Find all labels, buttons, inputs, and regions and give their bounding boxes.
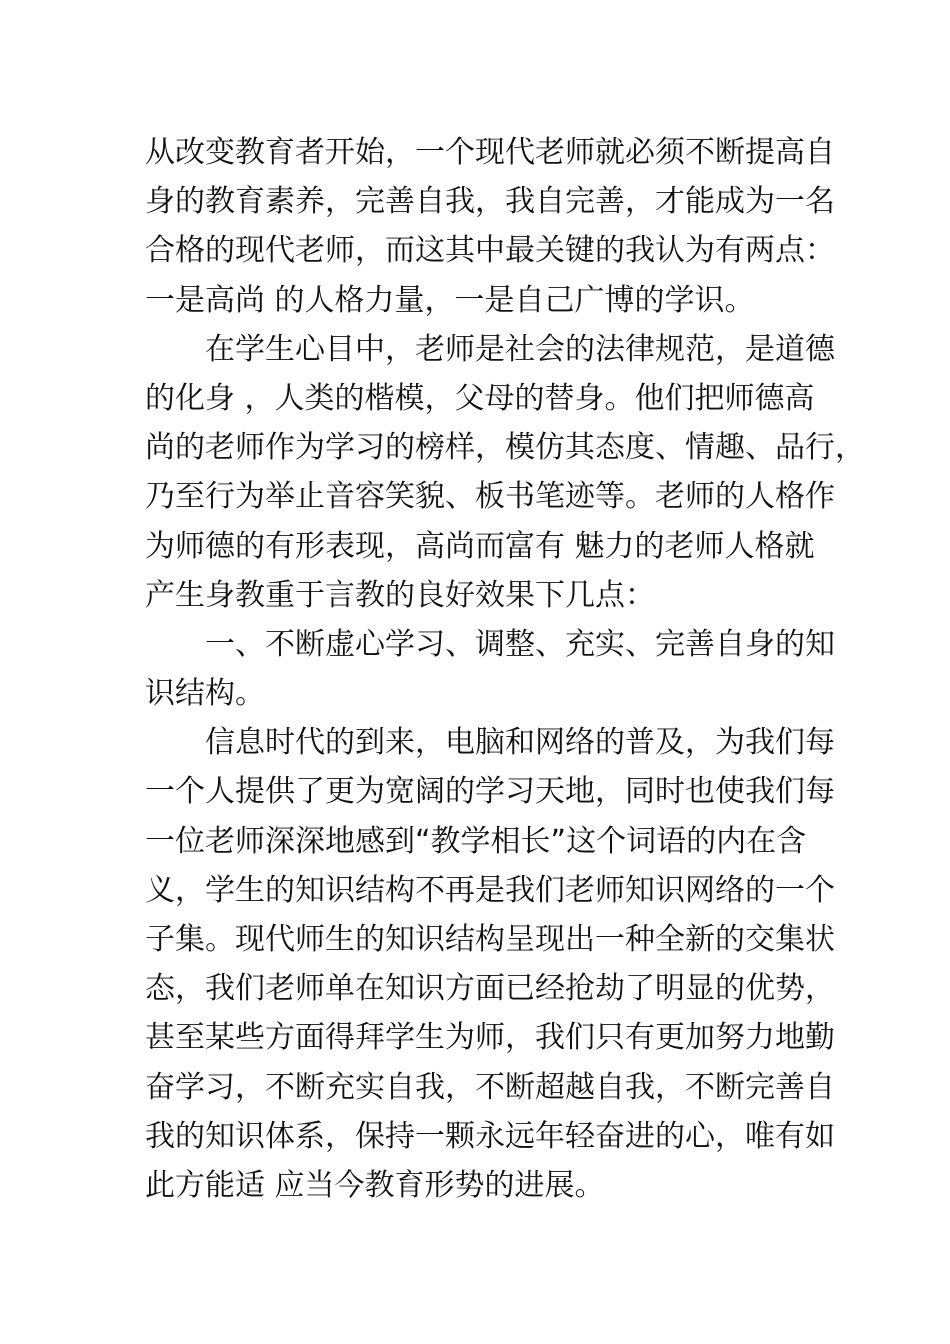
text-line: 我的知识体系，保持一颗永远年轻奋进的心，唯有如	[145, 1118, 835, 1154]
text-line: 奋学习，不断充实自我，不断超越自我，不断完善自	[145, 1069, 835, 1105]
text-line: 身的教育素养，完善自我，我自完善，才能成为一名	[145, 184, 835, 220]
text-line: 甚至某些方面得拜学生为师，我们只有更加努力地勤	[145, 1020, 835, 1056]
text-line: 产生身教重于言教的良好效果下几点：	[145, 577, 655, 613]
text-line: 一个人提供了更为宽阔的学习天地，同时也使我们每	[145, 774, 835, 810]
body-text	[145, 128, 865, 1210]
text-line: 在学生心目中，老师是社会的法律规范，是道德	[145, 331, 835, 367]
text-line: 乃至行为举止音容笑貌、板书笔迹等。老师的人格作	[145, 479, 835, 515]
text-line: 为师德的有形表现，高尚而富有 魅力的老师人格就	[145, 528, 815, 564]
text-line: 从改变教育者开始，一个现代老师就必须不断提高自	[145, 135, 835, 170]
text-line: 一位老师深深地感到“教学相长”这个词语的内在含	[145, 823, 807, 859]
text-line: 一、不断虚心学习、调整、充实、完善自身的知	[145, 626, 835, 662]
text-line: 信息时代的到来，电脑和网络的普及，为我们每	[145, 725, 835, 761]
text-line: 识结构。	[145, 676, 265, 712]
text-line: 子集。现代师生的知识结构呈现出一种全新的交集状	[145, 922, 835, 957]
text-line: 一是高尚 的人格力量，一是自己广博的学识。	[145, 282, 755, 318]
text-line: 此方能适 应当今教育形势的进展。	[145, 1167, 605, 1203]
text-line: 态，我们老师单在知识方面已经抢劫了明显的优势，	[145, 971, 835, 1007]
text-line: 合格的现代老师，而这其中最关键的我认为有两点：	[145, 233, 835, 269]
text-line: 义，学生的知识结构不再是我们老师知识网络的一个	[145, 872, 835, 908]
text-line: 尚的老师作为学习的榜样，模仿其态度、情趣、品行，	[145, 430, 865, 466]
text-line: 的化身 ，人类的楷模，父母的替身。他们把师德高	[145, 380, 815, 416]
